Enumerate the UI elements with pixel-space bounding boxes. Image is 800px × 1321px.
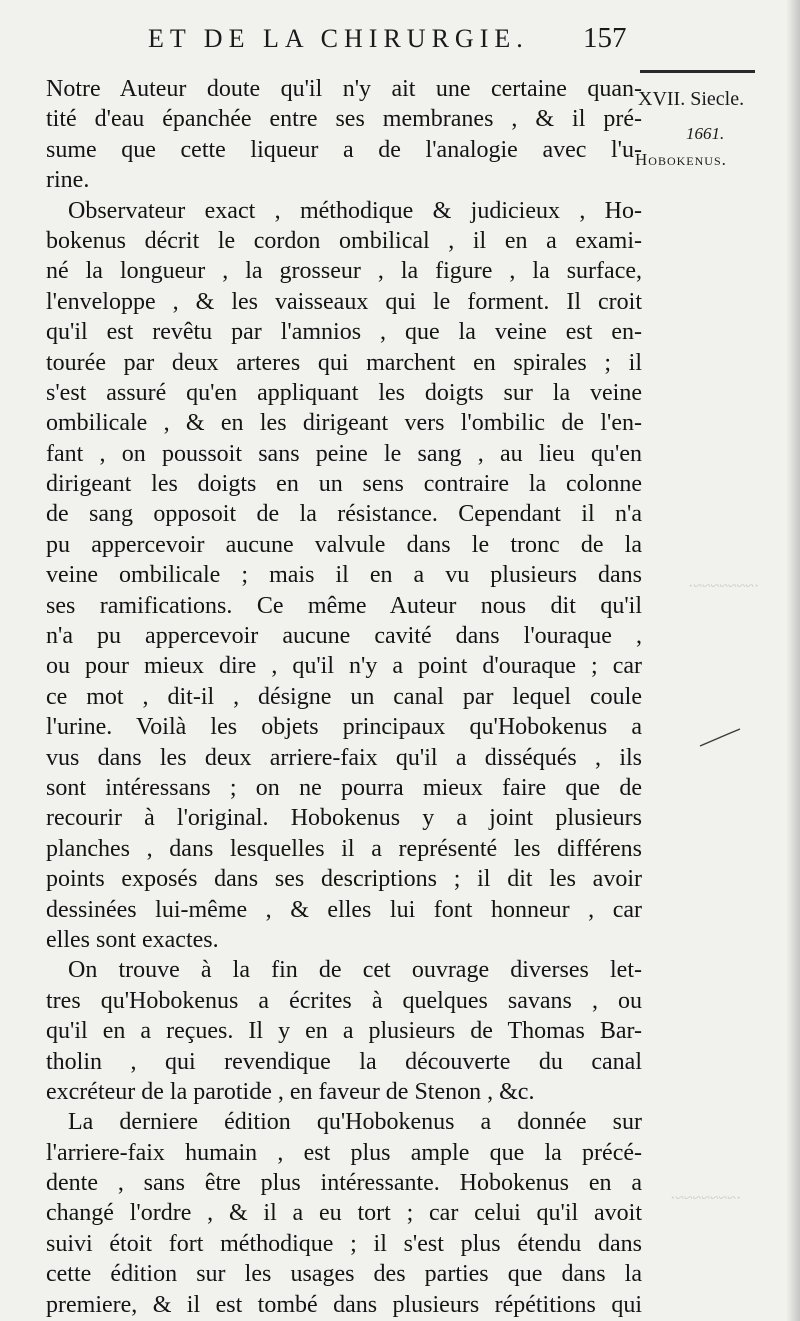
body-text bbox=[46, 74, 642, 1320]
text-line: cette édition sur les usages des parties que dans la bbox=[46, 1261, 642, 1288]
text-line: sume que cette liqueur a de l'analogie avec l'u- bbox=[46, 136, 642, 163]
text-line: excréteur de la parotide , en faveur de Stenon , &c. bbox=[46, 1078, 535, 1105]
text-line: bokenus décrit le cordon ombilical , il en a exami- bbox=[46, 227, 642, 254]
text-line: ses ramifications. Ce même Auteur nous dit qu'il bbox=[46, 592, 642, 619]
margin-note-year: 1661. bbox=[686, 124, 725, 143]
text-line: elles sont exactes. bbox=[46, 926, 219, 953]
text-line: l'urine. Voilà les objets principaux qu'Hobokenus a bbox=[46, 714, 642, 741]
text-line: tité d'eau épanchée entre ses membranes , & il pré- bbox=[46, 106, 642, 133]
text-line: qu'il est revêtu par l'amnios , que la veine est en- bbox=[46, 319, 642, 346]
text-line: dessinées lui-même , & elles lui font honneur , car bbox=[46, 896, 642, 923]
text-line: pu appercevoir aucune valvule dans le tronc de la bbox=[46, 531, 642, 558]
text-line: qu'il en a reçues. Il y en a plusieurs de Thomas Bar- bbox=[46, 1018, 642, 1045]
page-number: 157 bbox=[583, 22, 627, 54]
text-line: dirigeant les doigts en un sens contraire la colonne bbox=[46, 471, 642, 498]
text-line: tres qu'Hobokenus a écrites à quelques savans , ou bbox=[46, 987, 642, 1014]
text-line: La derniere édition qu'Hobokenus a donnée sur bbox=[68, 1109, 642, 1136]
text-line: tourée par deux arteres qui marchent en spirales ; il bbox=[46, 349, 642, 376]
text-line: rine. bbox=[46, 167, 90, 194]
text-line: vus dans les deux arriere-faix qu'il a disséqués , ils bbox=[46, 744, 642, 771]
text-line: sont intéressans ; on ne pourra mieux faire que de bbox=[46, 774, 642, 801]
text-line: premiere, & il est tombé dans plusieurs répétitions qui bbox=[46, 1291, 642, 1318]
pen-mark bbox=[698, 726, 742, 748]
text-line: ombilicale , & en les dirigeant vers l'ombilic de l'en- bbox=[46, 410, 642, 437]
margin-note-name: Hobokenus. bbox=[635, 150, 727, 169]
text-line: Notre Auteur doute qu'il n'y ait une certaine quan- bbox=[46, 76, 642, 102]
margin-rule bbox=[640, 70, 755, 73]
text-line: l'arriere-faix humain , est plus ample que la précé- bbox=[46, 1139, 642, 1166]
text-line: Observateur exact , méthodique & judicieux , Ho- bbox=[68, 197, 642, 224]
text-line: ce mot , dit-il , désigne un canal par lequel coule bbox=[46, 683, 642, 710]
show-through-mark: ·~~~~~~~· bbox=[670, 1190, 742, 1207]
text-line: l'enveloppe , & les vaisseaux qui le forment. Il croit bbox=[46, 288, 642, 315]
text-line: recourir à l'original. Hobokenus y a joint plusieurs bbox=[46, 805, 642, 832]
text-line: ou pour mieux dire , qu'il n'y a point d'ouraque ; car bbox=[46, 653, 642, 680]
text-line: fant , on poussoit sans peine le sang , au lieu qu'en bbox=[46, 440, 642, 467]
margin-note-century: XVII. Siecle. bbox=[638, 88, 745, 110]
text-line: On trouve à la fin de cet ouvrage diverses let- bbox=[68, 957, 642, 984]
text-line: tholin , qui revendique la découverte du canal bbox=[46, 1048, 642, 1075]
text-line: n'a pu appercevoir aucune cavité dans l'ouraque , bbox=[46, 623, 642, 650]
text-line: né la longueur , la grosseur , la figure , la surface, bbox=[46, 258, 642, 285]
show-through-mark: ·~~~~~~~· bbox=[688, 578, 760, 595]
text-line: suivi étoit fort méthodique ; il s'est plus étendu dans bbox=[46, 1230, 642, 1257]
text-line: changé l'ordre , & il a eu tort ; car celui qu'il avoit bbox=[46, 1200, 642, 1227]
text-line: s'est assuré qu'en appliquant les doigts sur la veine bbox=[46, 379, 642, 406]
text-line: veine ombilicale ; mais il en a vu plusieurs dans bbox=[46, 562, 642, 589]
text-line: de sang opposoit de la résistance. Cependant il n'a bbox=[46, 501, 642, 528]
text-line: dente , sans être plus intéressante. Hobokenus en a bbox=[46, 1170, 642, 1197]
text-line: planches , dans lesquelles il a représenté les différens bbox=[46, 835, 642, 862]
running-head: ET DE LA CHIRURGIE. bbox=[148, 24, 529, 53]
text-line: points exposés dans ses descriptions ; il dit les avoir bbox=[46, 866, 642, 893]
